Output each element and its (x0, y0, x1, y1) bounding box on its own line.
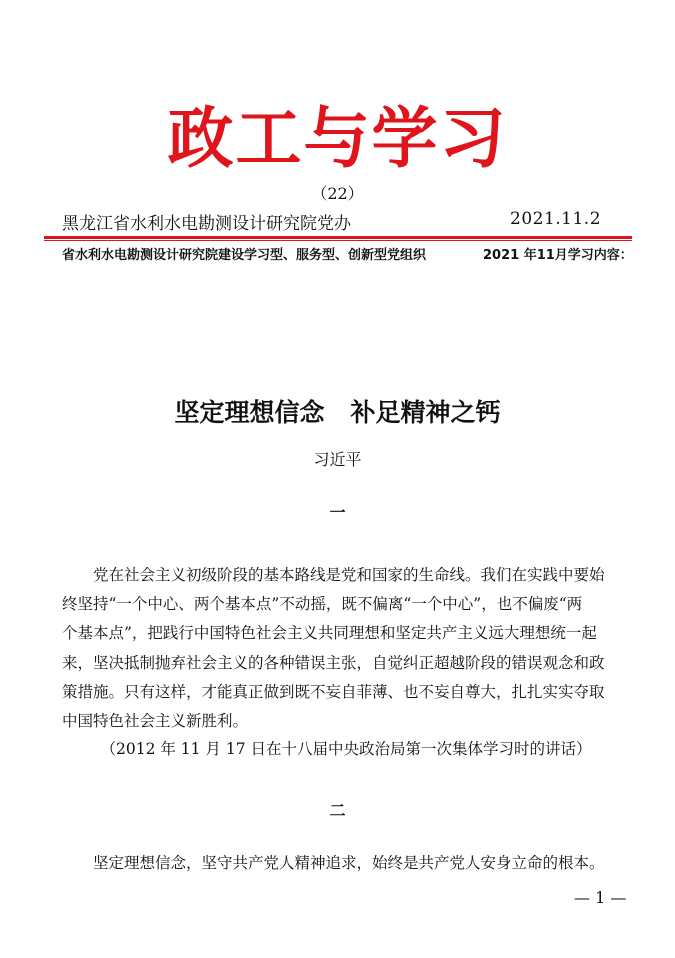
paragraph-1-line: 来，坚决抵制抛弃社会主义的各种错误主张，自觉纠正超越阶段的错误观念和政 (62, 653, 605, 672)
paragraph-2 (62, 849, 630, 878)
header-subtitle: 省水利水电勘测设计研究院建设学习型、服务型、创新型党组织 (62, 248, 427, 263)
red-rule-thin (44, 240, 632, 241)
issuing-office: 黑龙江省水利水电勘测设计研究院党办 (62, 214, 351, 234)
paragraph-1-line: 党在社会主义初级阶段的基本路线是党和国家的生命线。我们在实践中要始 (93, 566, 605, 584)
masthead-title: 政工与学习 (167, 99, 508, 177)
paragraph-1-line: 终坚持“一个中心、两个基本点”不动摇，既不偏离“一个中心”，也不偏废“两 (62, 595, 583, 614)
section-marker-2: 二 (329, 801, 346, 820)
page-number: — 1 — (574, 888, 627, 907)
paragraph-1-line: 策措施。只有这样，才能真正做到既不妄自菲薄、也不妄自尊大，扎扎实实夺取 (62, 682, 605, 701)
issue-number: （22） (311, 184, 364, 203)
header-subtitle-date: 2021 年11月学习内容： (483, 248, 633, 263)
issue-date: 2021.11.2 (510, 209, 602, 229)
section-marker-1: 一 (329, 503, 346, 522)
paragraph-1 (62, 561, 630, 736)
red-rule-thick (44, 236, 632, 239)
article-author: 习近平 (313, 450, 362, 469)
article-title: 坚定理想信念 补足精神之钙 (174, 398, 501, 427)
paragraph-2-line: 坚定理想信念，坚守共产党人精神追求，始终是共产党人安身立命的根本。 (93, 854, 605, 872)
paragraph-1-line: 中国特色社会主义新胜利。 (62, 712, 249, 731)
speech-source-note: （2012 年 11 月 17 日在十八届中央政治局第一次集体学习时的讲话） (100, 740, 592, 758)
paragraph-1-line: 个基本点”，把践行中国特色社会主义共同理想和坚定共产主义远大理想统一起 (62, 624, 597, 643)
